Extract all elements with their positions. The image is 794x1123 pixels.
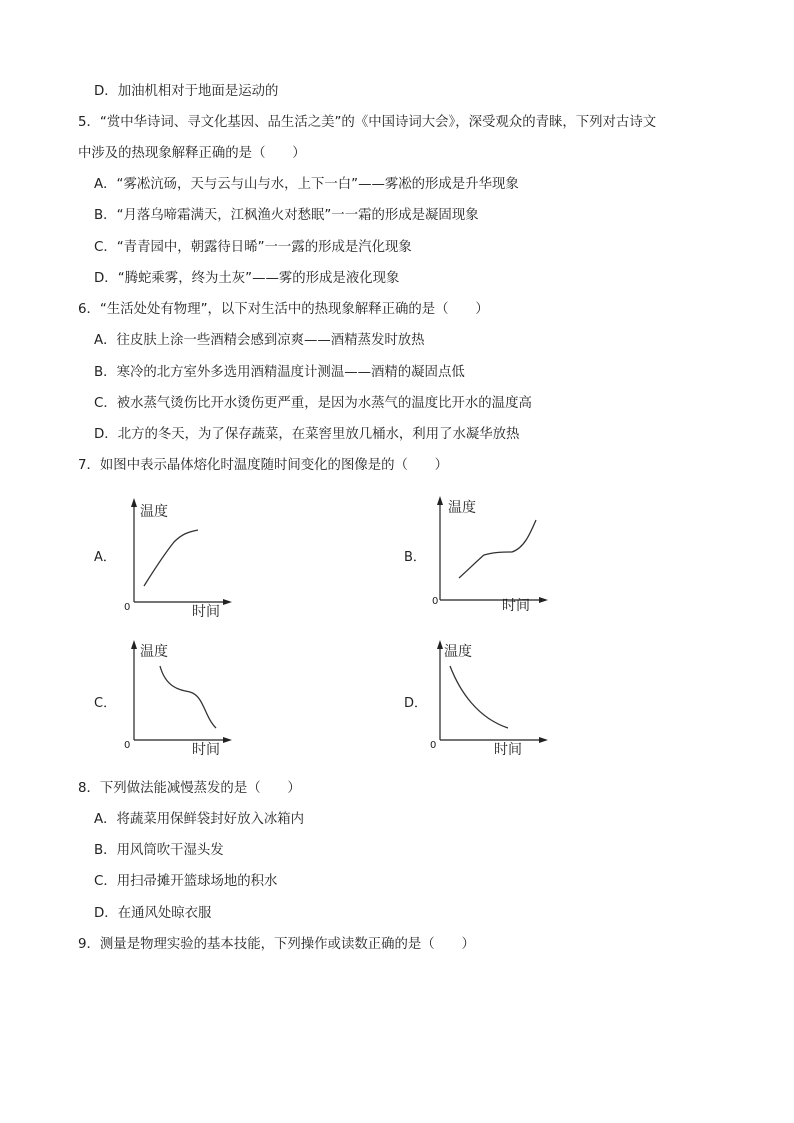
graph-d: [424, 636, 554, 766]
graph-c-ylabel: 温度: [140, 644, 168, 660]
graph-a-label: A．: [94, 550, 116, 565]
q5-option-a: A．“雾凇沆砀，天与云与山与水，上下一白”——雾凇的形成是升华现象: [94, 177, 519, 192]
graph-b-label: B．: [404, 550, 426, 565]
graph-b-xlabel: 时间: [502, 598, 530, 614]
q6-option-c: C．被水蒸气烫伤比开水烫伤更严重，是因为水蒸气的温度比开水的温度高: [94, 396, 532, 411]
question-9-stem: 9．测量是物理实验的基本技能，下列操作或读数正确的是（ ）: [78, 937, 475, 952]
graph-b-x-arrow: [539, 597, 548, 603]
graph-a-y-arrow: [131, 498, 137, 507]
graph-c-curve: [160, 666, 216, 728]
graph-c: [118, 636, 238, 766]
graph-b-curve: [459, 520, 536, 578]
question-7-stem: 7．如图中表示晶体熔化时温度随时间变化的图像是的（ ）: [78, 458, 449, 473]
graph-c-x-arrow: [223, 737, 232, 743]
graph-b: [424, 492, 554, 622]
graph-c-origin: 0: [124, 740, 131, 751]
q5-option-d: D．“腾蛇乘雾，终为土灰”——雾的形成是液化现象: [94, 271, 400, 286]
graph-b-ylabel: 温度: [448, 500, 476, 516]
graph-a-ylabel: 温度: [140, 504, 168, 520]
q5-option-b: B．“月落乌啼霜满天，江枫渔火对愁眠”一一霜的形成是凝固现象: [94, 208, 479, 223]
graph-c-xlabel: 时间: [192, 742, 220, 758]
q8-option-b: B．用风筒吹干湿头发: [94, 843, 224, 858]
question-6-stem: 6．“生活处处有物理”，以下对生活中的热现象解释正确的是（ ）: [78, 302, 489, 317]
q5-option-c: C．“青青园中，朝露待日晞”一一露的形成是汽化现象: [94, 240, 412, 255]
question-5-stem-cont: 中涉及的热现象解释正确的是（ ）: [78, 146, 306, 161]
q8-option-d: D．在通风处晾衣服: [94, 906, 212, 921]
q6-option-d: D．北方的冬天，为了保存蔬菜，在菜窖里放几桶水，利用了水凝华放热: [94, 427, 520, 442]
graph-b-y-arrow: [437, 496, 443, 505]
question-8-stem: 8．下列做法能减慢蒸发的是（ ）: [78, 781, 301, 796]
graph-d-label: D．: [404, 696, 428, 711]
graph-a-origin: 0: [124, 602, 131, 613]
graph-a-x-arrow: [223, 599, 232, 605]
graph-d-y-arrow: [437, 640, 443, 649]
graph-d-xlabel: 时间: [494, 742, 522, 758]
q6-option-b: B．寒冷的北方室外多选用酒精温度计测温——酒精的凝固点低: [94, 365, 465, 380]
graph-d-origin: 0: [430, 740, 437, 751]
q4-option-d: D．加油机相对于地面是运动的: [94, 84, 279, 99]
graph-c-label: C．: [94, 696, 117, 711]
graph-a-curve: [144, 530, 198, 586]
graph-a: [118, 492, 238, 622]
q8-option-c: C．用扫帚摊开篮球场地的积水: [94, 874, 278, 889]
graph-d-ylabel: 温度: [444, 644, 472, 660]
graph-c-y-arrow: [131, 640, 137, 649]
graph-d-x-arrow: [539, 737, 548, 743]
q6-option-a: A．往皮肤上涂一些酒精会感到凉爽——酒精蒸发时放热: [94, 333, 425, 348]
graph-b-origin: 0: [432, 596, 439, 607]
q8-option-a: A．将蔬菜用保鲜袋封好放入冰箱内: [94, 812, 305, 827]
question-5-stem: 5．“赏中华诗词、寻文化基因、品生活之美”的《中国诗词大会》，深受观众的青睐，下列对古诗文: [78, 115, 657, 130]
graph-a-xlabel: 时间: [192, 604, 220, 620]
graph-d-curve: [450, 666, 508, 728]
